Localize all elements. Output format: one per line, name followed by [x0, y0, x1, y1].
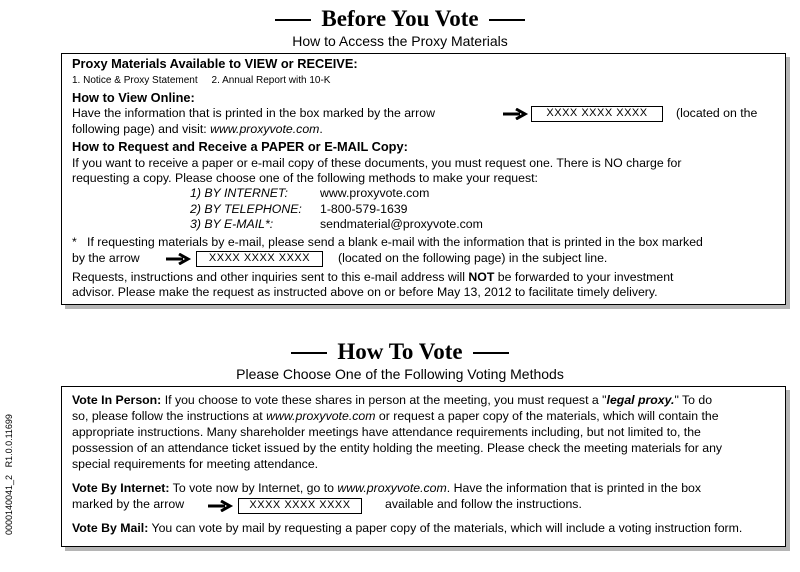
request-copy-heading: How to Request and Receive a PAPER or E-MAIL Copy: — [72, 139, 408, 154]
method-telephone-value[interactable]: 1-800-579-1639 — [320, 202, 408, 216]
view-online-heading: How to View Online: — [72, 90, 195, 105]
inquiry-text-1: Requests, instructions and other inquiries sent to this e-mail address will NOT be forwarded to your investment — [72, 270, 674, 284]
how-to-vote-title: How To Vote — [0, 339, 800, 365]
view-online-text: Have the information that is printed in the box marked by the arrow — [72, 106, 435, 120]
before-you-vote-title: Before You Vote — [0, 6, 800, 32]
method-internet-label: 1) BY INTERNET: — [190, 186, 288, 200]
arrow-icon — [166, 253, 192, 265]
arrow-icon — [503, 108, 529, 120]
vote-by-internet-line-1: Vote By Internet: To vote now by Internet, go to www.proxyvote.com. Have the information that is printed in the box — [72, 481, 702, 495]
title-dash-left — [291, 352, 327, 354]
arrow-icon — [208, 500, 234, 512]
vote-by-internet-line-2b: available and follow the instructions. — [385, 497, 582, 511]
view-online-text-2: following page) and visit: www.proxyvote.com. — [72, 122, 323, 136]
vote-in-person-line-4: possession of an attendance ticket issued by the entity holding the meeting. Please check the meeting materials for any — [72, 441, 723, 455]
vote-by-mail-label: Vote By Mail: — [72, 521, 149, 535]
email-note-2b: (located on the following page) in the subject line. — [338, 251, 608, 265]
vote-in-person-line-1: Vote In Person: If you choose to vote these shares in person at the meeting, you must request a "legal proxy." To do — [72, 393, 713, 407]
vote-in-person-label: Vote In Person: — [72, 393, 162, 407]
document-id: 0000140041_2 R1.0.0.11699 — [4, 414, 14, 535]
control-number-box: XXXX XXXX XXXX — [196, 251, 323, 267]
before-you-vote-subtitle: How to Access the Proxy Materials — [292, 33, 508, 49]
vote-by-mail-line: Vote By Mail: You can vote by mail by requesting a paper copy of the materials, which will include a voting instruction form. — [72, 521, 743, 535]
inquiry-text-2: advisor. Please make the request as instructed above on or before May 13, 2012 to facilitate timely delivery. — [72, 285, 658, 299]
method-internet-value[interactable]: www.proxyvote.com — [320, 186, 430, 200]
website-link[interactable]: www.proxyvote.com — [210, 122, 320, 136]
method-telephone-label: 2) BY TELEPHONE: — [190, 202, 302, 216]
request-text-2: requesting a copy. Please choose one of the following methods to make your request: — [72, 171, 538, 185]
email-note-2a: by the arrow — [72, 251, 140, 265]
access-materials-box — [61, 53, 786, 305]
vote-in-person-line-5: special requirements for meeting attendance. — [72, 457, 319, 471]
website-link[interactable]: www.proxyvote.com — [337, 481, 447, 495]
vote-in-person-line-3: appropriate instructions. Many shareholder meetings have attendance requirements including, but not limited to, the — [72, 425, 701, 439]
materials-heading: Proxy Materials Available to VIEW or RECEIVE: — [72, 56, 358, 71]
title-dash-left — [275, 19, 311, 21]
title-dash-right — [489, 19, 525, 21]
vote-by-internet-line-2a: marked by the arrow — [72, 497, 185, 511]
materials-list: 1. Notice & Proxy Statement 2. Annual Report with 10-K — [72, 75, 331, 86]
title-dash-right — [473, 352, 509, 354]
control-number-box: XXXX XXXX XXXX — [531, 106, 663, 122]
method-email-label: 3) BY E-MAIL*: — [190, 217, 274, 231]
located-text: (located on the — [676, 106, 758, 120]
control-number-box: XXXX XXXX XXXX — [238, 498, 362, 514]
vote-by-internet-label: Vote By Internet: — [72, 481, 170, 495]
request-text-1: If you want to receive a paper or e-mail copy of these documents, you must request one. There is NO charge for — [72, 156, 682, 170]
method-email-value[interactable]: sendmaterial@proxyvote.com — [320, 217, 483, 231]
how-to-vote-subtitle: Please Choose One of the Following Voting Methods — [236, 366, 564, 382]
vote-in-person-line-2: so, please follow the instructions at www.proxyvote.com or request a paper copy of the materials, which will contain the — [72, 409, 719, 423]
voting-methods-box — [61, 386, 786, 547]
website-link[interactable]: www.proxyvote.com — [266, 409, 376, 423]
email-note-1: * If requesting materials by e-mail, please send a blank e-mail with the information that is printed in the box marked — [72, 235, 703, 249]
